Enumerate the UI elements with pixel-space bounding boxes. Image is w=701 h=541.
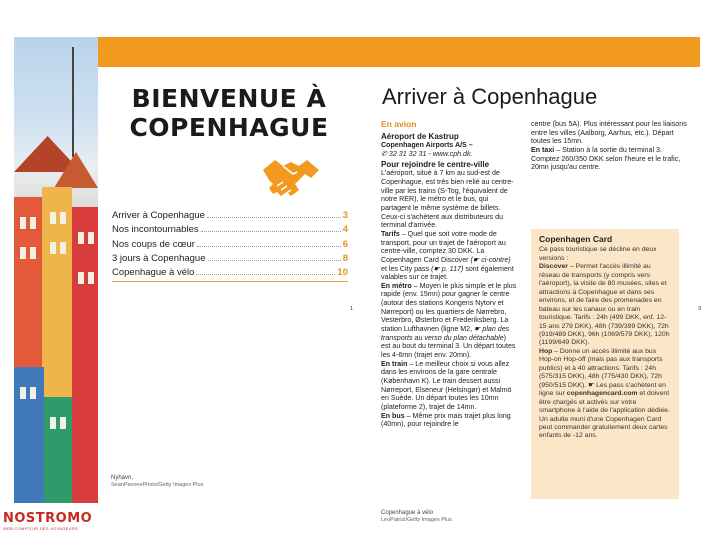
welcome-title-line2: COPENHAGUE	[129, 113, 329, 142]
card-intro: Ce pass touristique se décline en deux versions :	[539, 246, 657, 262]
card-hop: Hop – Donne un accès illimité aux bus Hop-on Hop-off (mais pas aux transports publics) et à 40 attractions. Tarifs : 24h (575/315 DKK), 48h (775/430 DKK), 72h (950/515 DKK). ☛ Les pass s'achètent en ligne sur copenhagencard.com et doivent être chargés et activés sur votre smartphone à l'aide de l'application dédiée. Un adulte muni d'une Copenhagen Card peut commander gratuitement deux cartes enfants de -12 ans.	[539, 347, 670, 440]
handshake-icon	[261, 152, 321, 202]
toc-label: Nos coups de cœur	[112, 238, 195, 250]
metro-paragraph: En métro – Moyen le plus simple et le plus rapide (env. 15mn) pour gagner le centre (autour des stations Kongens Nytorv et Nørreport) ou les quartiers de Nørrebro, Vesterbro, Østerbro et Frederiksberg. La station Lufthavnen (ligne M2, ☛ plan des transports au verso du plan détachable) est au bout du terminal 3. Un départ toutes les 4-6mn (trajet env. 20mn).	[381, 281, 517, 360]
page-number-right: 3	[698, 306, 701, 312]
toc-item[interactable]	[112, 253, 348, 267]
logo-name: NOSTROMO	[3, 511, 93, 526]
nyhavn-photo	[14, 37, 98, 503]
tarifs-paragraph: Tarifs – Quel que soit votre mode de transport, pour un trajet de l'aéroport au centre-ville, comptez 30 DKK. La Copenhagen Card Discover (☛ ci-contre) et les City pass (☛ p. 117) sont également valables sur ce trajet.	[381, 229, 514, 282]
copenhagen-card-box	[531, 229, 679, 499]
toc-label: Nos incontournables	[112, 224, 199, 236]
intro-paragraph: L'aéroport, situé à 7 km au sud-est de Copenhague, est très bien relié au centre-ville par les trains (S-Tog, l'équivalent de notre RER), le métro et le bus, qui partagent le même système de billets. Ceux-ci s'achètent aux distributeurs du terminal d'arrivée.	[381, 169, 514, 230]
toc-label: Arriver à Copenhague	[112, 210, 205, 221]
toc-page: 6	[342, 238, 348, 250]
airport-company: Copenhagen Airports A/S –	[381, 141, 473, 150]
table-of-contents	[112, 210, 348, 282]
bus-continued: centre (bus 5A). Plus intéressant pour les liaisons entre les villes (Aalborg, Aarhus, etc.). Départ toutes les 15mn.	[531, 120, 687, 146]
caption-title: Copenhague à vélo	[381, 510, 434, 516]
toc-item[interactable]	[112, 224, 348, 238]
page-title: Arriver à Copenhague	[382, 84, 598, 109]
taxi-paragraph: En taxi – Station à la sortie du terminal 3. Comptez 260/350 DKK selon l'heure et le trafic, 20mn jusqu'au centre.	[531, 145, 681, 172]
airport-name: Aéroport de Kastrup	[381, 131, 459, 141]
section-heading: En avion	[381, 119, 417, 129]
airport-contact: ✆ 32 31 32 31 - www.cph.dk.	[381, 149, 473, 158]
card-discover: Discover – Permet l'accès illimité au réseau de transports (y compris vers l'aéroport), la visite de 80 musées, sites et attractions à Copenhague et dans ses environs, et de faire des promenades en bateau sur les canaux ou en train touristique. Tarifs : 24h (499 DKK, enf. 12-15 ans 279 DKK), 48h (739/399 DKK), 72h (919/489 DKK), 96h (1069/579 DKK), 120h (1199/649 DKK).	[539, 263, 670, 347]
caption-credit: SeanPavonePhoto/Getty Images Plus	[111, 482, 204, 488]
toc-page: 8	[342, 252, 348, 264]
card-title: Copenhagen Card	[539, 234, 613, 244]
photo-caption-left	[111, 475, 203, 489]
accent-bar-right	[364, 37, 700, 67]
logo-tagline: WEB COMPTOIR DES VOYAGEURS	[3, 526, 78, 531]
toc-item[interactable]	[112, 267, 348, 282]
caption-title: Nyhavn,	[111, 475, 134, 481]
toc-item[interactable]	[112, 239, 348, 253]
photo-caption-right	[381, 510, 452, 524]
train-paragraph: En train – Le meilleur choix si vous allez dans les environs de la gare centrale (København K). Le train dessert aussi Nørreport, Elseneur (Helsingør) et Malmö en Suède. Un départ toutes les 10mn (plateforme 2), trajet de 14mn.	[381, 359, 512, 411]
nostromo-logo	[3, 512, 93, 540]
toc-label: 3 jours à Copenhague	[112, 252, 206, 264]
text-column-2	[531, 120, 691, 172]
toc-page: 4	[342, 224, 348, 236]
accent-bar-left	[98, 37, 364, 67]
book-spread	[14, 37, 700, 541]
page-number-left: 1	[350, 306, 354, 312]
toc-page: 10	[337, 267, 348, 279]
welcome-title	[109, 84, 349, 142]
caption-credit: LeoPatrizi/Getty Images Plus	[381, 517, 452, 523]
toc-item[interactable]	[112, 210, 348, 224]
toc-page: 3	[342, 210, 348, 221]
bus-paragraph: En bus – Même prix mais trajet plus long (40mn), pour rejoindre le	[381, 411, 511, 429]
toc-label: Copenhague à vélo	[112, 267, 195, 279]
welcome-title-line1: BIENVENUE À	[131, 84, 327, 113]
subheading: Pour rejoindre le centre-ville	[381, 159, 490, 169]
text-column-1	[381, 120, 517, 429]
